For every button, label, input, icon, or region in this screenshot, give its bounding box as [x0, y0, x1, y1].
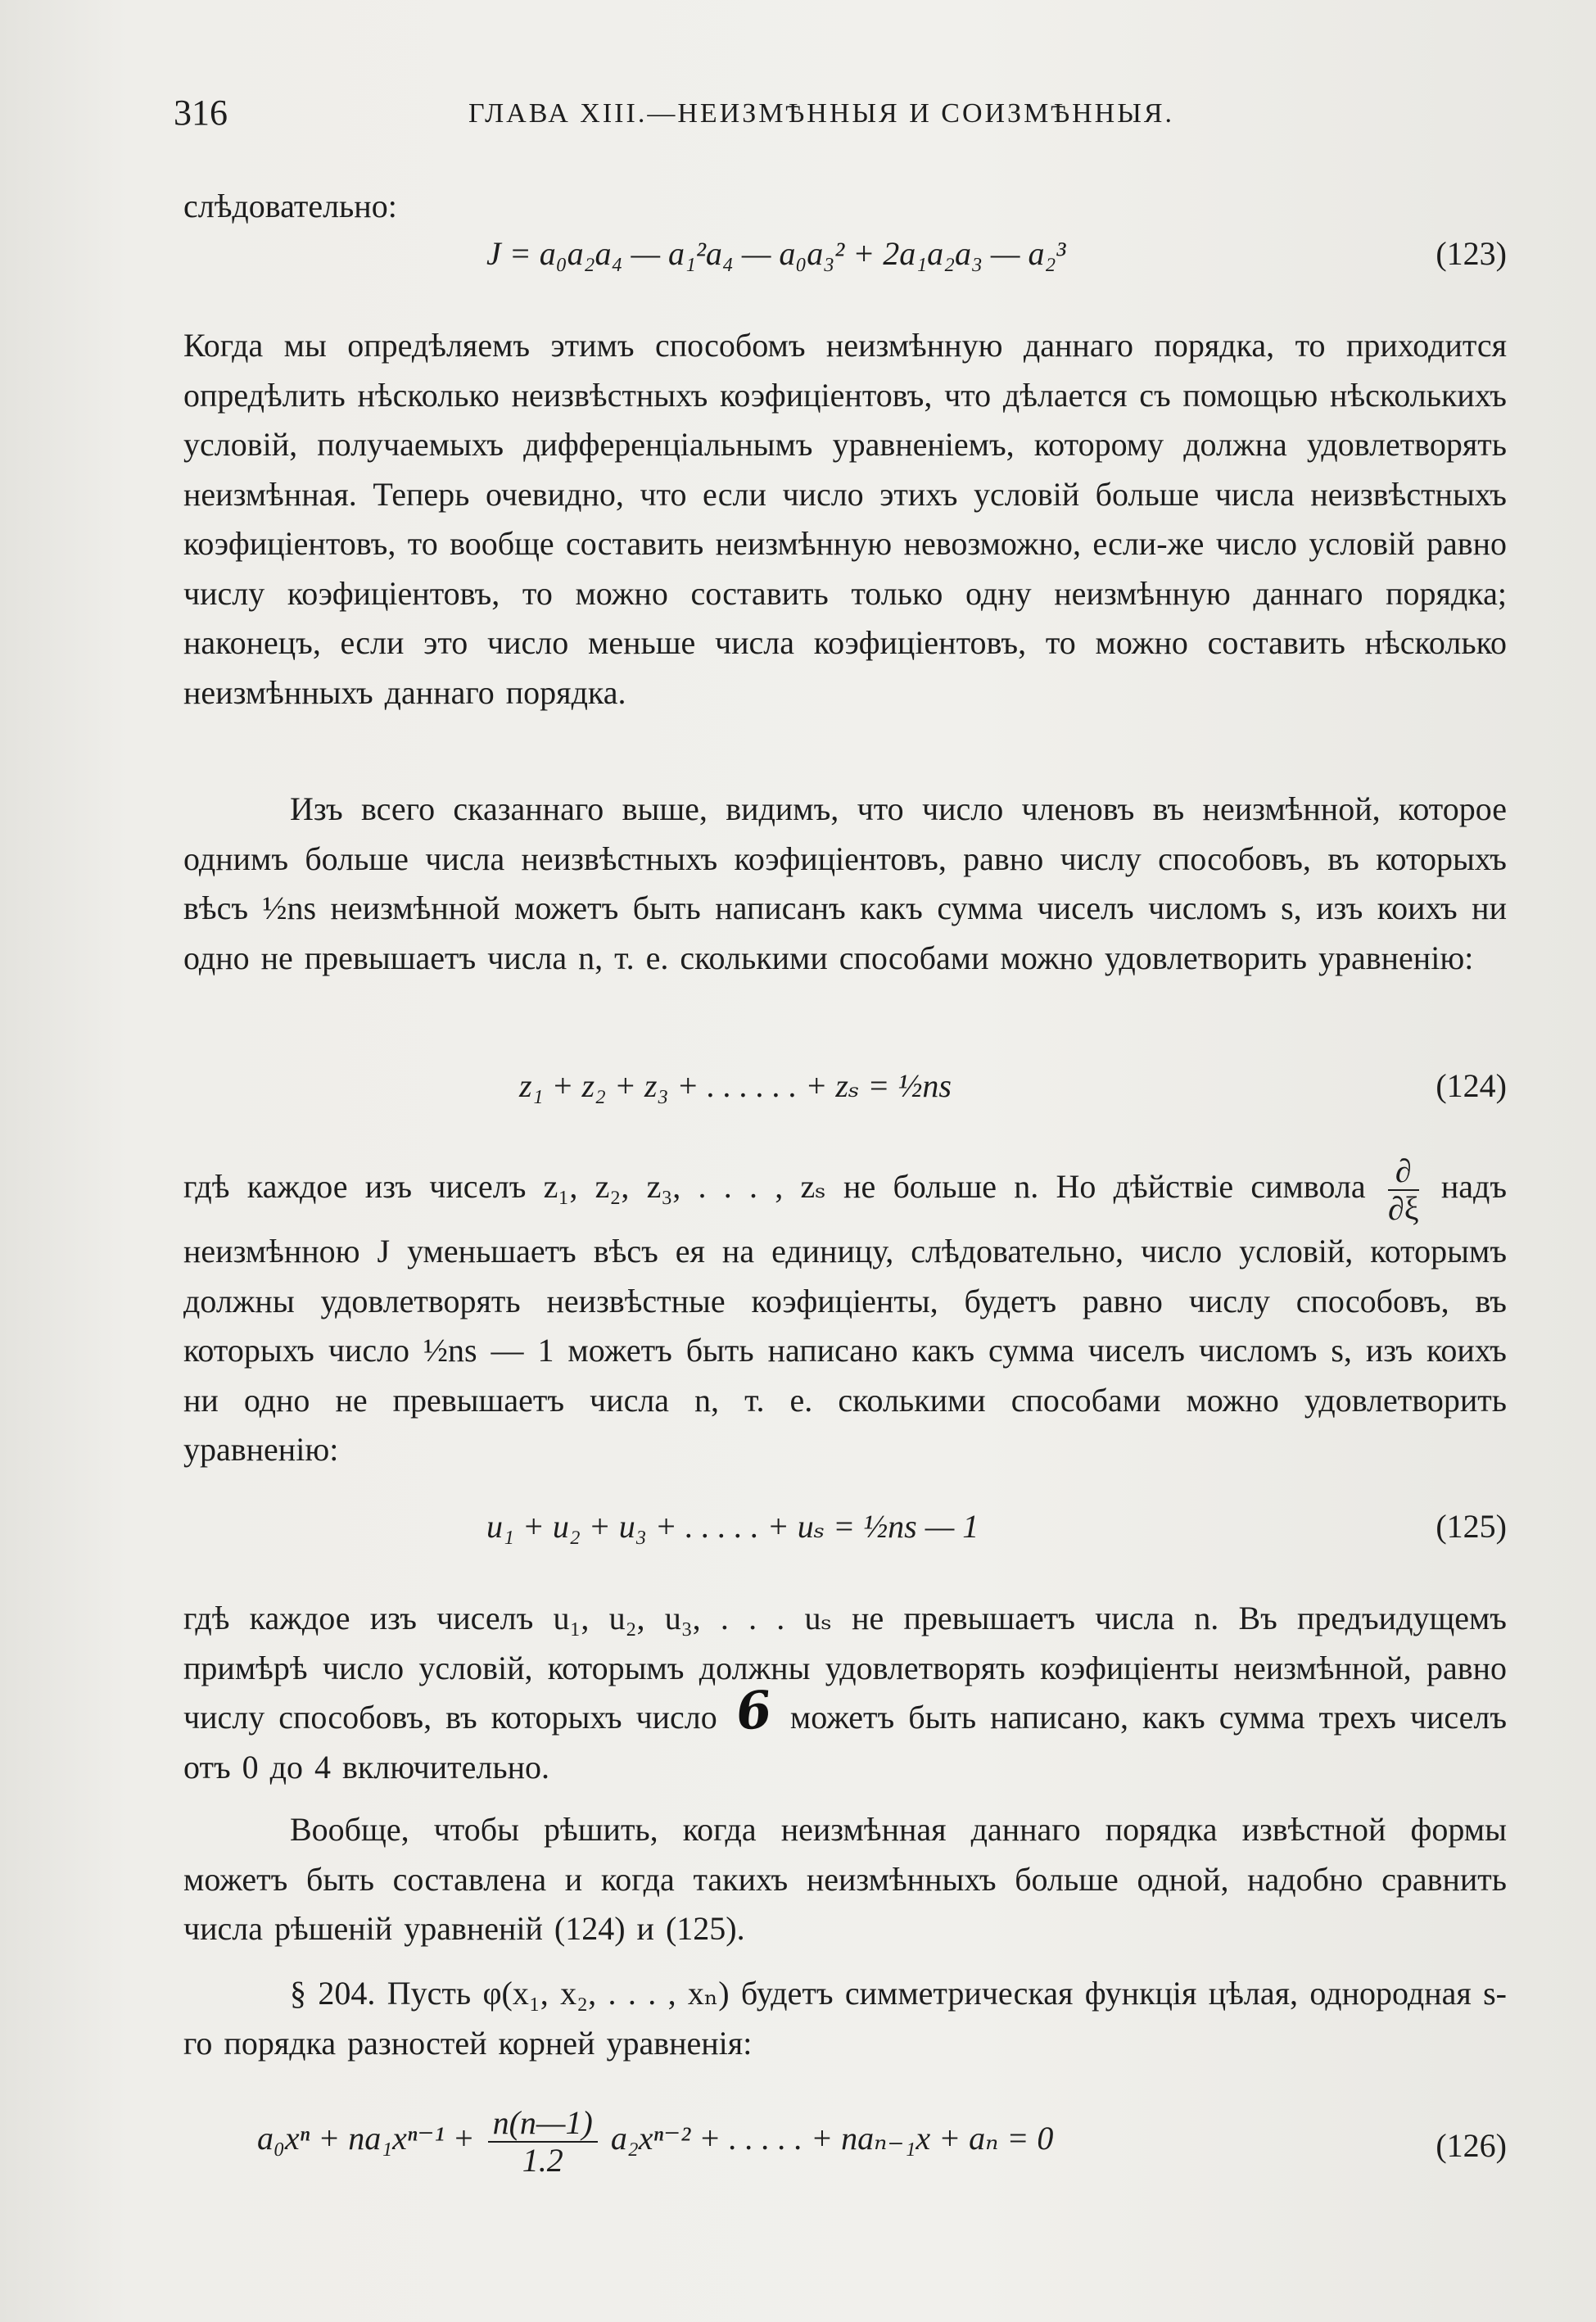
paragraph-intro: слѣдовательно: [183, 188, 397, 224]
equation-125 [183, 1507, 1507, 1564]
equation-126-number: (126) [1435, 2127, 1507, 2164]
paragraph-symbol-action-start: гдѣ каждое изъ чиселъ z₁, z₂, z₃, . . . , zₛ не больше n. Но дѣйствіе символа [183, 1168, 1366, 1206]
equation-126-formula [257, 2105, 1053, 2179]
running-head: ГЛАВА XIII.—НЕИЗМѢННЫЯ И СОИЗМѢННЫЯ. [468, 98, 1175, 129]
paragraph-conditions: Когда мы опредѣляемъ этимъ способомъ неизмѣнную даннаго порядка, то приходится опредѣлить нѣсколько неизвѣстныхъ коэфиціентовъ, что дѣлается съ помощью нѣсколькихъ условій, получаемыхъ дифференціальнымъ уравненіемъ, которому должна удовлетворять неизмѣнная. Теперь очевидно, что если число этихъ условій больше числа неизвѣстныхъ коэфиціентовъ, то вообще составить неизмѣнную невозможно, если-же число условій равно числу коэфиціентовъ, то можно составить только одну неизмѣнную даннаго порядка; наконецъ, если это число меньше числа коэфиціентовъ, то можно составить нѣсколько неизмѣнныхъ даннаго порядка. [183, 327, 1507, 711]
paragraph-symbol-action-end: надъ неизмѣнною J уменьшаетъ вѣсъ ея на единицу, слѣдовательно, число условій, которымъ должны удовлетворять неизвѣстные коэфиціенты, будетъ равно числу способовъ, въ которыхъ число ½ns — 1 можетъ быть написано какъ сумма чиселъ числомъ s, изъ коихъ ни одно не превышаетъ числа n, т. е. сколькими способами можно удовлетворить уравненію: [183, 1168, 1508, 1468]
page-header [174, 92, 1508, 141]
equation-126-fraction-numerator: n(n—1) [488, 2105, 598, 2143]
equation-124-number: (124) [1435, 1067, 1507, 1104]
equation-126-part2: a₂xⁿ⁻² + . . . . . + naₙ₋₁x + aₙ = 0 [610, 2120, 1054, 2157]
paragraph-example-start: гдѣ каждое изъ чиселъ u₁, u₂, u₃, . . . uₛ не превышаетъ числа n. Въ предъидущемъ примѣрѣ число условій, которымъ должны удовлетворять коэфиціенты неизмѣнной, равно числу способовъ, въ которыхъ число [183, 1600, 1507, 1736]
equation-123-formula: J = a₀a₂a₄ — a₁²a₄ — a₀a₃² + 2a₁a₂a₃ — a₂³ [486, 235, 1066, 272]
page-number: 316 [174, 93, 228, 133]
handwritten-correction: 6 [732, 1678, 775, 1743]
paragraph-section-204: § 204. Пусть φ(x₁, x₂, . . . , xₙ) будетъ симметрическая функція цѣлая, однородная s-го порядка разностей корней уравненія: [183, 1975, 1507, 2062]
equation-124 [183, 1066, 1507, 1124]
equation-123-number: (123) [1435, 235, 1507, 272]
equation-126-part1: a₀xⁿ + na₁xⁿ⁻¹ + [257, 2120, 475, 2157]
equation-126-fraction [488, 2105, 598, 2179]
partial-numerator: ∂ [1388, 1153, 1419, 1191]
paragraph-symbol-action [183, 1153, 1507, 1475]
equation-125-number: (125) [1435, 1508, 1507, 1545]
equation-126-fraction-denominator: 1.2 [522, 2142, 563, 2179]
paragraph-example [183, 1594, 1507, 1792]
paragraph-example-end: можетъ быть написано, какъ сумма трехъ чиселъ отъ 0 до 4 включительно. [183, 1699, 1508, 1786]
equation-124-formula: z₁ + z₂ + z₃ + . . . . . . + zₛ = ½ns [519, 1067, 952, 1104]
equation-123 [183, 234, 1507, 292]
partial-denominator: ∂ξ [1387, 1190, 1419, 1227]
equation-125-formula: u₁ + u₂ + u₃ + . . . . . + uₛ = ½ns — 1 [486, 1508, 979, 1545]
partial-derivative-symbol [1388, 1153, 1419, 1227]
equation-126 [183, 2105, 1507, 2195]
paragraph-comparison: Вообще, чтобы рѣшить, когда неизмѣнная даннаго порядка извѣстной формы можетъ быть составлена и когда такихъ неизмѣнныхъ больше одной, надобно сравнить числа рѣшеній уравненій (124) и (125). [183, 1811, 1507, 1947]
paragraph-weight: Изъ всего сказаннаго выше, видимъ, что число членовъ въ неизмѣнной, которое однимъ больше числа неизвѣстныхъ коэфиціентовъ, равно числу способовъ, въ которыхъ вѣсъ ½ns неизмѣнной можетъ быть написанъ какъ сумма чиселъ числомъ s, изъ коихъ ни одно не превышаетъ числа n, т. е. сколькими способами можно удовлетворить уравненію: [183, 790, 1507, 976]
